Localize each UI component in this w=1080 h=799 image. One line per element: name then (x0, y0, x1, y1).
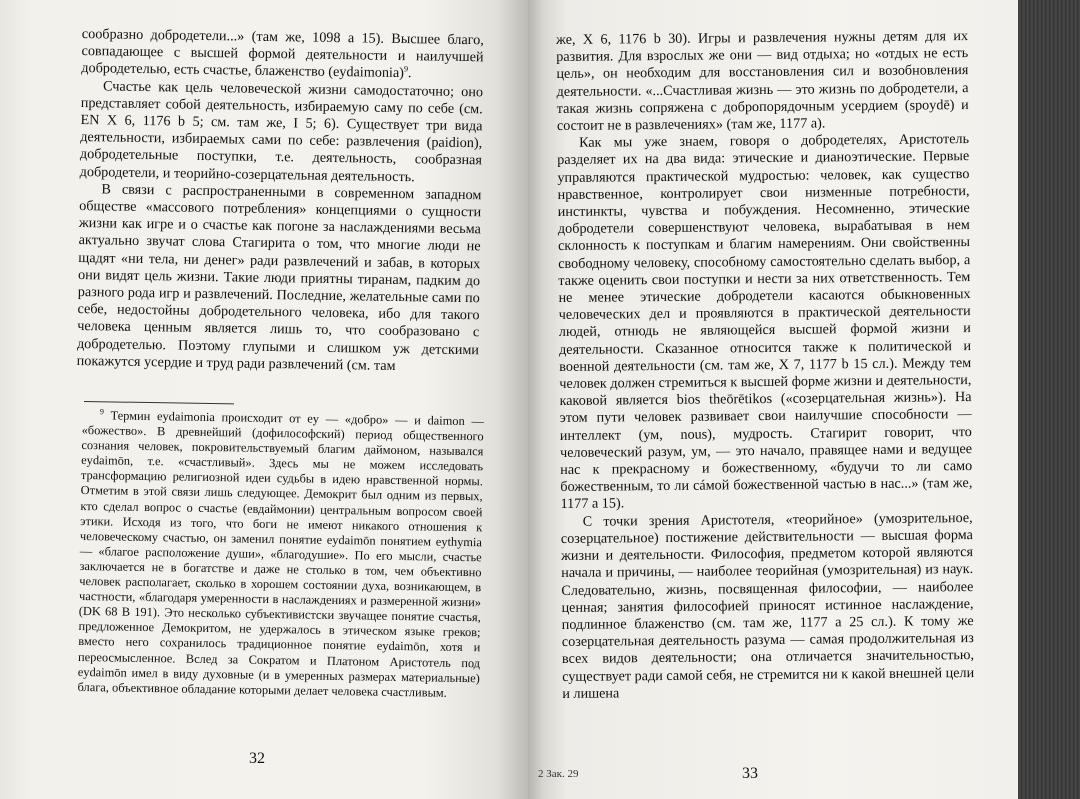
right-paragraph-1: же, X 6, 1176 b 30). Игры и развлечения нужны детям для их развития. Для взрослых же они — вид отдыха; но «отдых не есть цель», он необходим для восстановления сил и возобновления деятельности. «...Счастливая жизнь — это жизнь по добродетели, а такая жизнь сопряжена с добропорядочным усердием (spoydē) и состоит не в развлечениях» (там же, 1177 а). (556, 28, 969, 135)
printer-signature: 2 Зак. 29 (538, 768, 579, 780)
right-main-text (556, 28, 974, 703)
right-page (528, 0, 1024, 799)
page-number-right: 33 (742, 765, 758, 782)
footnote-divider (84, 401, 234, 404)
footnote-ref-9: 9 (403, 64, 409, 74)
left-paragraph-1: сообразно добродетели...» (там же, 1098 а 15). Высшее благо, совпадающее с высшей формой деятельности и наилучшей добродетелью, есть счастье, блаженство (eydaimonia)$^9$. (81, 26, 484, 82)
right-paragraph-2: Как мы уже знаем, говоря о добродетелях, Аристотель разделяет их на два вида: этические и дианоэтические. Первые управляются практической мудростью: человек, как существо нравственное, контролирует свои низменные потребности, инстинкты, чувства и побуждения. Несомненно, этические добродетели совершенствуют человека, вырабатывая в нем склонность к поступкам и благим намерениям. Они свойственны свободному человеку, способному самостоятельно сделать выбор, а также оценить свои поступки и нести за них ответственность. Тем не менее этические добродетели касаются обыкновенных человеческих дел и проявляются в практической деятельности людей, отнюдь не являющейся высшей формой жизни и деятельности. Сказанное относится также к политической и военной деятельности (см. там же, X 7, 1177 b 15 сл.). Между тем человек должен стремиться к высшей форме жизни и деятельности, каковой является bios theōrētikos («созерцательная жизнь»). На этом пути человек развивает свои наилучшие способности — интеллект (ум, nous), мудрость. Стагирит говорит, что человеческий разум, ум, — это начало, правящее нами и ведущее нас к прекрасному и божественному, «будучи то ли само божественным, то ли сáмой божественной частью в нас...» (там же, 1177 а 15). (557, 131, 973, 513)
left-page (0, 0, 528, 799)
footnote (77, 408, 483, 701)
left-paragraph-3: В связи с распространенными в современном западном обществе «массового потребления» концепциями о сущности жизни как игре и о счастье как погоне за наслаждениями весьма актуально звучат слова Стагирита о том, что многие люди не щадят «ни тела, ни денег» ради развлечений и забав, в которых они видят цель жизни. Такие люди приятны тиранам, падким до разного рода игр и развлечений. Последние, желательные сами по себе, недостойны добродетельного человека, ибо для такого человека ценным является лишь то, что сообразовано с добродетелью. Поэтому глупыми и слишком уж детскими покажутся усердие и труд ради развлечений (см. там (76, 181, 482, 374)
book-page-edges (1018, 0, 1080, 799)
left-main-text (77, 26, 484, 376)
page-number-left: 32 (249, 750, 265, 767)
footnote-text: $^9$ Термин eydaimonia происходит от ey — «добро» — и daimon — «божество». В древнейший (дофилософский) период общественного сознания человек, покровительствуемый благим даймоном, назывался eydaimōn, т.е. «счастливый». Здесь мы не можем исследовать трансформацию религиозной идеи судьбы в идею нравственной нормы. Отметим в этой связи лишь следующее. Демокрит был одним из первых, кто сделал вопрос о счастье (евдаймонии) центральным вопросом своей этики. Исходя из того, что боги не имеют никакого отношения к человеческому счастью, он заменил понятие eydaimōn понятием eythymia — «благое расположение души», «благодушие». По его мысли, счастье заключается не в богатстве и даже не столько в том, чем объективно человек располагает, сколько в хорошем состоянии духа, возникающем, в частности, «благодаря умеренности в наслаждениях и размеренной жизни» (DK 68 B 191). Это несколько субъективистски звучащее понятие счастья, предложенное Демокритом, не удержалось в этическом языке греков; вместо него сохранилось традиционное понятие eydaimōn, хотя и переосмысленное. Вслед за Сократом и Платоном Аристотель под eydaimōn имел в виду духовные (и в умеренных размерах материальные) блага, объективное обладание которыми делает человека счастливым. (77, 407, 484, 700)
footnote-marker: 9 (99, 407, 105, 417)
right-paragraph-3: С точки зрения Аристотеля, «теорийное» (умозрительное, созерцательное) постижение действительности — высшая форма жизни и деятельности. Философия, предметом которой являются начала и причины, — наиболее теорийная (умозрительная) из наук. Следовательно, жизнь, посвященная философии, — наиболее ценная; занятия философией приносят истинное наслаждение, подлинное блаженство (см. там же, 1177 а 25 сл.). К тому же созерцательная деятельность разума — самая продолжительная из всех видов деятельности; она отличается значительностью, существует ради самой себя, не стремится ни к какой внешней цели и лишена (560, 509, 975, 702)
left-paragraph-2: Счастье как цель человеческой жизни самодостаточно; оно представляет собой деятельность, избираемую саму по себе (см. EN X 6, 1176 b 5; см. там же, I 5; 6). Существует три вида деятельности, избираемых сами по себе: развлечения (paidion), добродетельные поступки, т.е. деятельность, сообразная добродетели, и теорийно-созерцательная деятельность. (79, 77, 484, 185)
